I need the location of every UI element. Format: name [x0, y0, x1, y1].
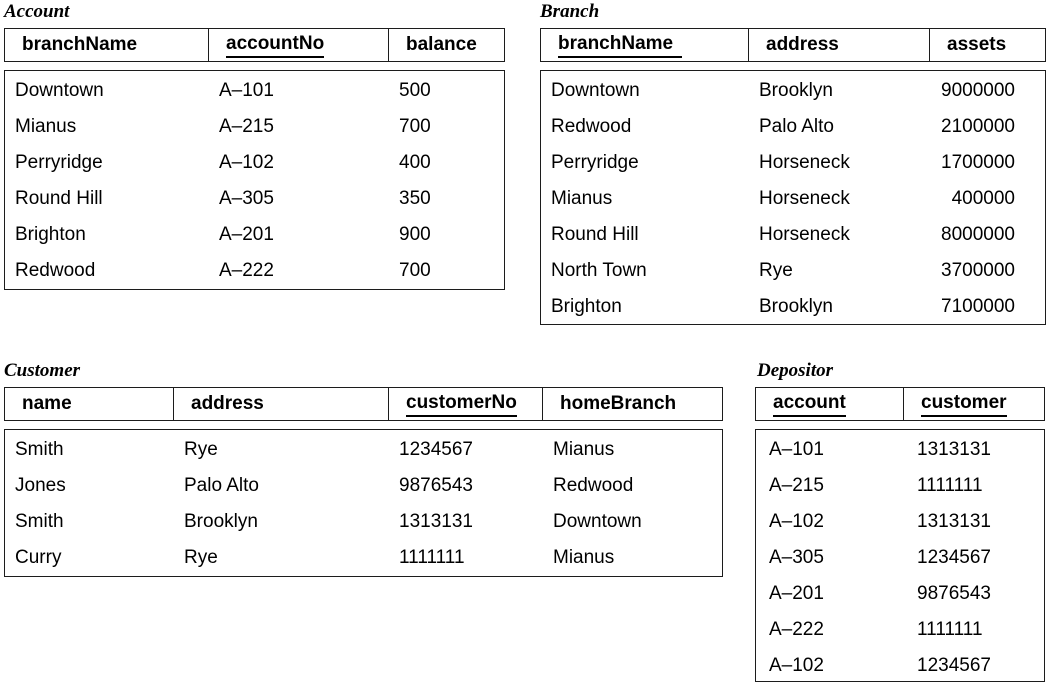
table-row: [5, 109, 504, 145]
table-row: [5, 145, 504, 181]
table-row: [541, 289, 1045, 325]
table-cell: A–101: [769, 439, 824, 460]
table-cell: Downtown: [551, 80, 640, 101]
table-cell: 1313131: [917, 511, 991, 532]
table-cell: A–215: [219, 116, 274, 137]
customer-table-title: Customer: [4, 360, 81, 381]
table-cell: 700: [399, 116, 431, 137]
table-cell: A–305: [219, 188, 274, 209]
table-cell: 8000000: [941, 224, 1015, 245]
customer-header-row: [4, 387, 723, 421]
table-row: [756, 576, 1044, 612]
table-cell: Brighton: [15, 224, 86, 245]
customer-header-name: [5, 388, 174, 420]
table-row: [5, 253, 504, 289]
primary-key-header-label: branchName: [558, 33, 682, 58]
account-body: [4, 70, 505, 290]
table-row: [5, 504, 722, 540]
table-cell: 1313131: [917, 439, 991, 460]
table-cell: Downtown: [15, 80, 104, 101]
table-cell: Horseneck: [759, 188, 850, 209]
table-cell: Palo Alto: [184, 475, 259, 496]
table-row: [541, 181, 1045, 217]
depositor-table-title: Depositor: [757, 360, 833, 381]
table-cell: 1111111: [917, 475, 983, 496]
table-cell: A–201: [219, 224, 274, 245]
branch-table: [540, 2, 1046, 325]
account-header-row: [4, 28, 505, 62]
table-cell: Round Hill: [15, 188, 103, 209]
table-cell: Round Hill: [551, 224, 639, 245]
table-cell: 1234567: [917, 547, 991, 568]
table-cell: Perryridge: [551, 152, 639, 173]
table-cell: Horseneck: [759, 152, 850, 173]
table-cell: Brooklyn: [184, 511, 258, 532]
table-cell: 350: [399, 188, 431, 209]
table-cell: Smith: [15, 439, 64, 460]
table-row: [5, 432, 722, 468]
table-cell: Horseneck: [759, 224, 850, 245]
customer-header-homebranch: [543, 388, 722, 420]
primary-key-header-label: customer: [921, 392, 1007, 417]
table-cell: 400000: [951, 188, 1015, 209]
account-header-balance: [389, 29, 504, 61]
primary-key-header-label: accountNo: [226, 33, 324, 58]
table-cell: Mianus: [15, 116, 77, 137]
account-header-accountno: [209, 29, 389, 61]
table-row: [756, 504, 1044, 540]
branch-body: [540, 70, 1046, 325]
table-cell: Downtown: [553, 511, 642, 532]
primary-key-header-label: customerNo: [406, 392, 517, 417]
table-row: [541, 73, 1045, 109]
branch-header-assets: [930, 29, 1045, 61]
header-label: address: [191, 393, 264, 414]
table-cell: 9876543: [399, 475, 473, 496]
table-cell: Mianus: [551, 188, 613, 209]
header-label: assets: [947, 34, 1007, 55]
table-cell: 500: [399, 80, 431, 101]
table-row: [541, 109, 1045, 145]
customer-header-customerno: [389, 388, 543, 420]
table-row: [5, 181, 504, 217]
table-cell: A–222: [769, 619, 824, 640]
table-cell: A–201: [769, 583, 824, 604]
table-cell: Mianus: [553, 547, 615, 568]
table-cell: Redwood: [15, 260, 96, 281]
table-cell: Brooklyn: [759, 296, 833, 317]
branch-header-row: [540, 28, 1046, 62]
table-cell: 1313131: [399, 511, 473, 532]
header-label: homeBranch: [560, 393, 677, 414]
table-row: [756, 468, 1044, 504]
table-row: [756, 612, 1044, 648]
account-table-title: Account: [4, 1, 70, 22]
table-row: [756, 540, 1044, 576]
table-cell: 400: [399, 152, 431, 173]
table-cell: Mianus: [553, 439, 615, 460]
customer-table: [4, 361, 723, 577]
primary-key-header-label: account: [773, 392, 846, 417]
table-cell: Curry: [15, 547, 62, 568]
table-cell: A–102: [769, 655, 824, 676]
depositor-body: [755, 429, 1045, 682]
table-row: [756, 648, 1044, 684]
account-header-branchname: [5, 29, 209, 61]
table-cell: 700: [399, 260, 431, 281]
table-cell: A–305: [769, 547, 824, 568]
header-label: branchName: [22, 34, 138, 55]
table-row: [541, 217, 1045, 253]
depositor-header-account: [756, 388, 904, 420]
table-cell: 2100000: [941, 116, 1015, 137]
table-cell: Rye: [759, 260, 793, 281]
branch-table-title: Branch: [540, 1, 600, 22]
header-label: balance: [406, 34, 477, 55]
table-cell: 9876543: [917, 583, 991, 604]
table-cell: A–101: [219, 80, 274, 101]
table-cell: Rye: [184, 547, 218, 568]
table-cell: Palo Alto: [759, 116, 834, 137]
table-cell: 1700000: [941, 152, 1015, 173]
table-cell: 900: [399, 224, 431, 245]
account-table: [4, 2, 505, 290]
table-cell: Redwood: [551, 116, 632, 137]
header-label: address: [766, 34, 839, 55]
table-row: [756, 432, 1044, 468]
table-cell: 1111111: [399, 547, 465, 568]
table-cell: A–215: [769, 475, 824, 496]
table-cell: Rye: [184, 439, 218, 460]
table-cell: Brighton: [551, 296, 622, 317]
table-cell: Perryridge: [15, 152, 103, 173]
table-cell: 9000000: [941, 80, 1015, 101]
branch-header-branchname: [541, 29, 749, 61]
table-cell: A–102: [769, 511, 824, 532]
table-cell: Smith: [15, 511, 64, 532]
table-cell: 1234567: [399, 439, 473, 460]
table-row: [5, 73, 504, 109]
table-row: [5, 217, 504, 253]
branch-header-address: [749, 29, 930, 61]
customer-header-address: [174, 388, 389, 420]
table-cell: Redwood: [553, 475, 634, 496]
table-row: [5, 540, 722, 576]
table-cell: 1111111: [917, 619, 983, 640]
customer-body: [4, 429, 723, 577]
depositor-header-customer: [904, 388, 1044, 420]
depositor-header-row: [755, 387, 1045, 421]
table-cell: A–222: [219, 260, 274, 281]
table-cell: 3700000: [941, 260, 1015, 281]
depositor-table: [755, 361, 1045, 682]
table-cell: 7100000: [941, 296, 1015, 317]
table-row: [5, 468, 722, 504]
table-row: [541, 145, 1045, 181]
table-row: [541, 253, 1045, 289]
table-cell: North Town: [551, 260, 647, 281]
table-cell: Jones: [15, 475, 66, 496]
table-cell: A–102: [219, 152, 274, 173]
header-label: name: [22, 393, 72, 414]
table-cell: Brooklyn: [759, 80, 833, 101]
table-cell: 1234567: [917, 655, 991, 676]
